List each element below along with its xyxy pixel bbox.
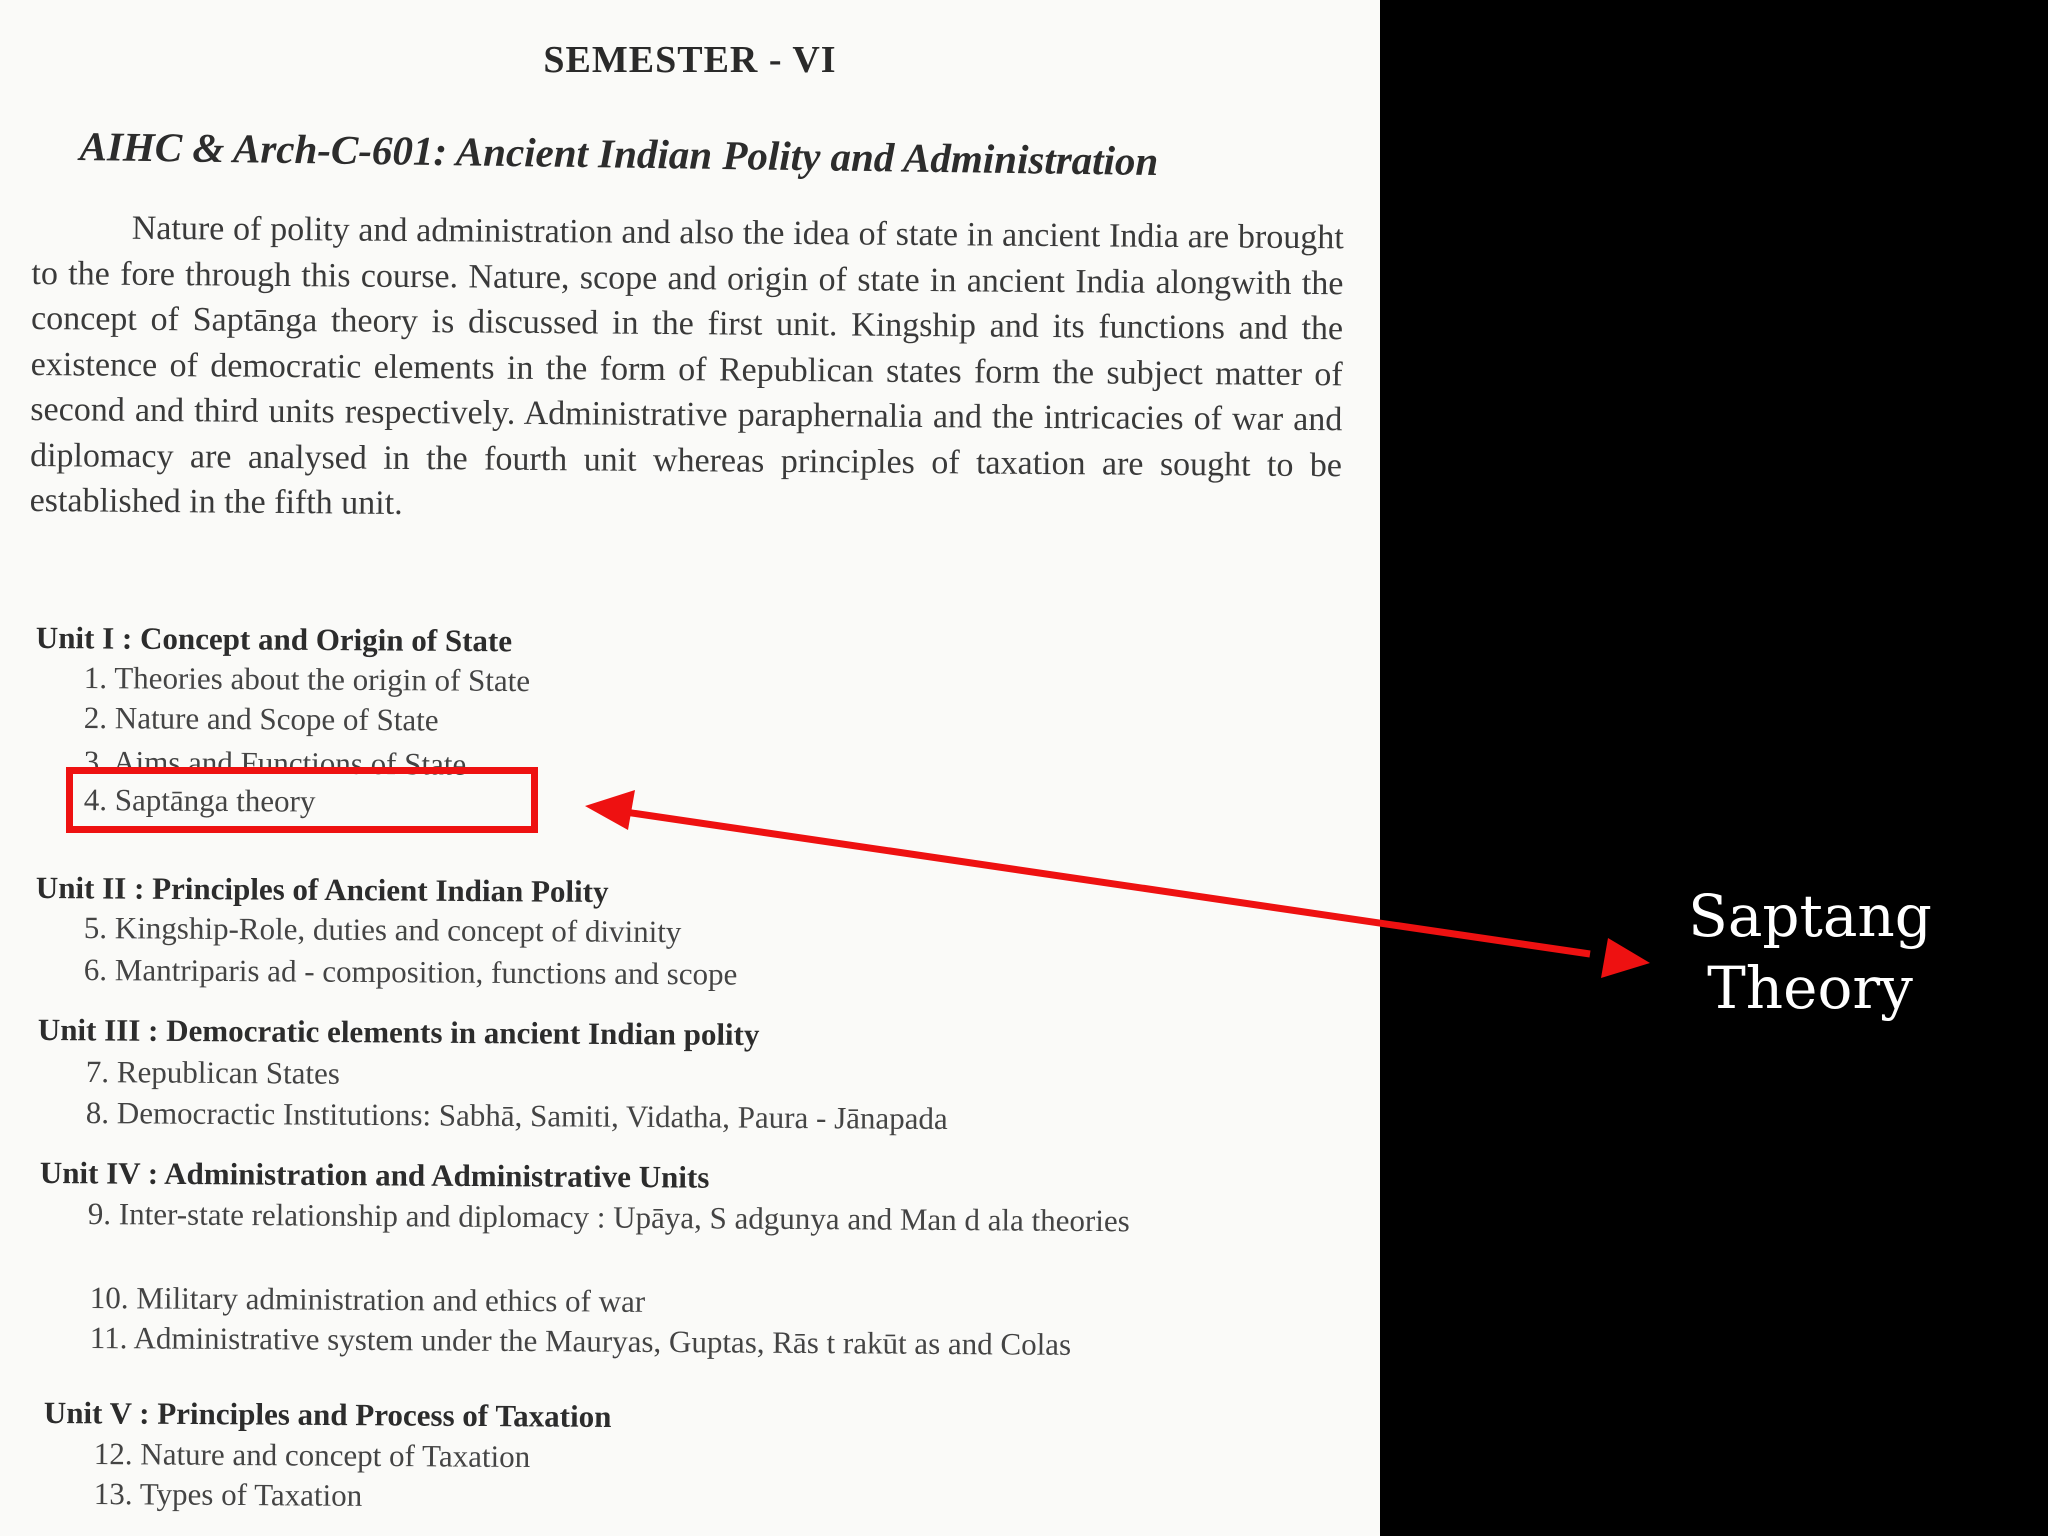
arrow-head-right [1601,938,1650,978]
list-item: 9. Inter-state relationship and diplomacy : Upāya, S adgunya and Man d ala theories [87,1196,1130,1239]
unit-4-heading: Unit IV : Administration and Administrative Units [39,1155,710,1195]
callout-line-1: Saptang [1688,882,1932,950]
course-title: AIHC & Arch-C-601: Ancient Indian Polity and Administration [79,122,1159,185]
list-item: 2. Nature and Scope of State [83,700,439,738]
list-item-saptanga: 4. Saptānga theory [83,782,316,819]
list-item: 1. Theories about the origin of State [83,660,531,699]
intro-paragraph: Nature of polity and administration and also the idea of state in ancient India are brought to the fore through this course. Nature, scope and origin of state in ancient India alongwith the concept of Saptānga theory is discussed in the first unit. Kingship and its functions and the existence of democratic elements in the form of Republican states form the subject matter of second and third units respectively. Administrative paraphernalia and the intricacies of war and diplomacy are analysed in the fourth unit whereas principles of taxation are sought to be established in the fifth unit. [29,209,1344,522]
unit-3-heading: Unit III : Democratic elements in ancient Indian polity [37,1012,760,1053]
callout-line-2: Theory [1707,954,1913,1022]
list-item: 8. Democractic Institutions: Sabhā, Samiti, Vidatha, Paura - Jānapada [85,1095,948,1137]
callout-label [1660,880,1960,1024]
unit-2-heading: Unit II : Principles of Ancient Indian Polity [35,870,609,909]
unit-5-heading: Unit V : Principles and Process of Taxation [43,1395,612,1434]
list-item: 12. Nature and concept of Taxation [93,1436,531,1475]
unit-1-heading: Unit I : Concept and Origin of State [35,620,513,659]
list-item: 13. Types of Taxation [93,1476,363,1513]
list-item: 5. Kingship-Role, duties and concept of divinity [83,910,682,950]
list-item: 7. Republican States [85,1054,340,1091]
semester-heading: SEMESTER - VI [543,39,837,81]
list-item: 11. Administrative system under the Mauryas, Guptas, Rās t rakūt as and Colas [89,1320,1072,1362]
arrow-head-left [585,790,635,830]
list-item: 3. Aims and Functions of State [83,744,467,782]
arrow-shaft [625,812,1590,954]
list-item: 10. Military administration and ethics of war [89,1280,646,1319]
list-item: 6. Mantriparis ad - composition, functions and scope [83,952,738,992]
